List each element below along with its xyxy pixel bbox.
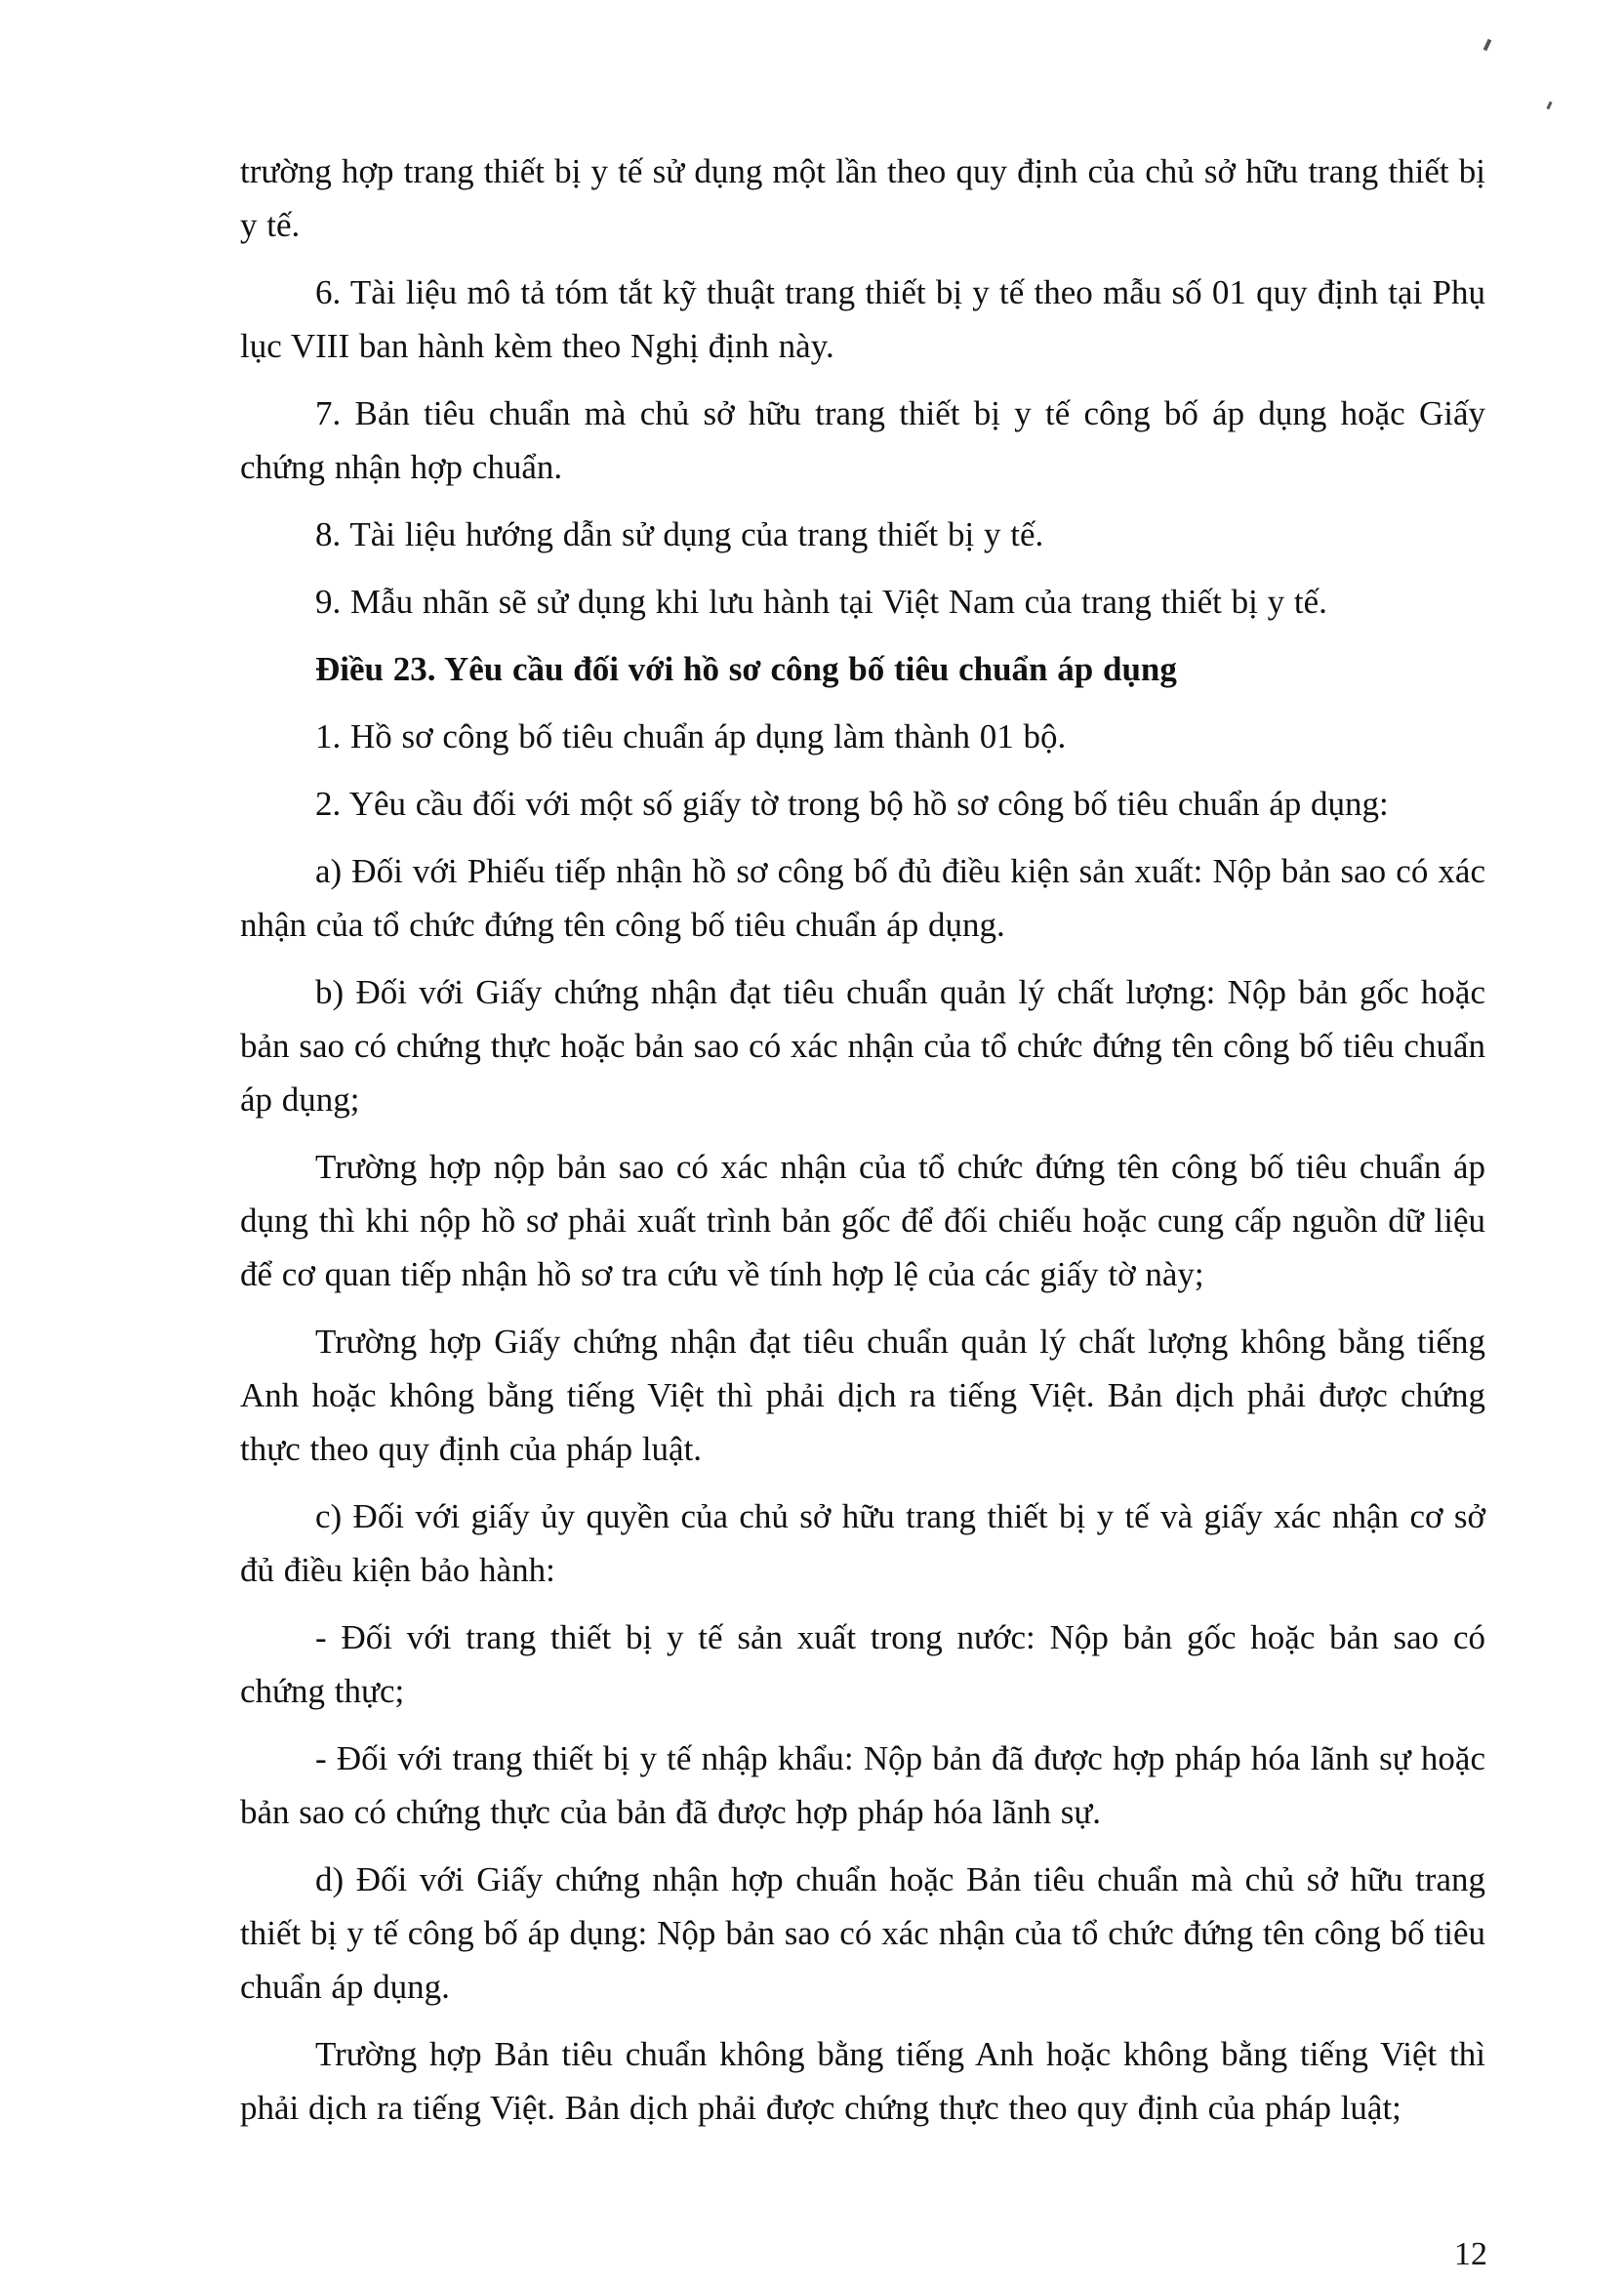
scan-mark [1546,102,1552,110]
body-paragraph: 1. Hồ sơ công bố tiêu chuẩn áp dụng làm thành 01 bộ. [315,717,1067,755]
body-paragraph: - Đối với trang thiết bị y tế nhập khẩu: Nộp bản đã được hợp pháp hóa lãnh sự hoặc bản sao có chứng thực của bản đã được hợp pháp hóa lãnh sự. [240,1739,1485,1831]
body-paragraph: a) Đối với Phiếu tiếp nhận hồ sơ công bố đủ điều kiện sản xuất: Nộp bản sao có xác nhận của tổ chức đứng tên công bố tiêu chuẩn áp dụng. [240,852,1485,944]
body-paragraph: 7. Bản tiêu chuẩn mà chủ sở hữu trang thiết bị y tế công bố áp dụng hoặc Giấy chứng nhận hợp chuẩn. [240,394,1485,486]
body-paragraph: d) Đối với Giấy chứng nhận hợp chuẩn hoặc Bản tiêu chuẩn mà chủ sở hữu trang thiết bị y tế công bố áp dụng: Nộp bản sao có xác nhận của tổ chức đứng tên công bố tiêu chuẩn áp dụng. [240,1860,1485,2006]
body-paragraph: b) Đối với Giấy chứng nhận đạt tiêu chuẩn quản lý chất lượng: Nộp bản gốc hoặc bản sao có chứng thực hoặc bản sao có xác nhận của tổ chức đứng tên công bố tiêu chuẩn áp dụng; [240,973,1485,1119]
body-paragraph: 6. Tài liệu mô tả tóm tắt kỹ thuật trang thiết bị y tế theo mẫu số 01 quy định tại Phụ lục VIII ban hành kèm theo Nghị định này. [240,273,1485,365]
body-paragraph: Trường hợp nộp bản sao có xác nhận của tổ chức đứng tên công bố tiêu chuẩn áp dụng thì khi nộp hồ sơ phải xuất trình bản gốc để đối chiếu hoặc cung cấp nguồn dữ liệu để cơ quan tiếp nhận hồ sơ tra cứu về tính hợp lệ của các giấy tờ này; [240,1148,1485,1293]
body-paragraph: - Đối với trang thiết bị y tế sản xuất trong nước: Nộp bản gốc hoặc bản sao có chứng thực; [240,1618,1485,1710]
body-paragraph: Trường hợp Bản tiêu chuẩn không bằng tiếng Anh hoặc không bằng tiếng Việt thì phải dịch ra tiếng Việt. Bản dịch phải được chứng thực theo quy định của pháp luật; [240,2035,1485,2127]
body-paragraph: c) Đối với giấy ủy quyền của chủ sở hữu trang thiết bị y tế và giấy xác nhận cơ sở đủ điều kiện bảo hành: [240,1497,1485,1589]
body-paragraph: 8. Tài liệu hướng dẫn sử dụng của trang thiết bị y tế. [315,515,1044,553]
body-paragraph: Trường hợp Giấy chứng nhận đạt tiêu chuẩn quản lý chất lượng không bằng tiếng Anh hoặc không bằng tiếng Việt thì phải dịch ra tiếng Việt. Bản dịch phải được chứng thực theo quy định của pháp luật. [240,1323,1485,1468]
page-number: 12 [1454,2236,1487,2272]
article-heading: Điều 23. Yêu cầu đối với hồ sơ công bố tiêu chuẩn áp dụng [315,650,1177,688]
body-paragraph: trường hợp trang thiết bị y tế sử dụng một lần theo quy định của chủ sở hữu trang thiết bị y tế. [240,152,1485,244]
scan-mark [1483,39,1492,52]
body-paragraph: 9. Mẫu nhãn sẽ sử dụng khi lưu hành tại Việt Nam của trang thiết bị y tế. [315,583,1327,621]
document-body [240,144,1485,2148]
body-paragraph: 2. Yêu cầu đối với một số giấy tờ trong bộ hồ sơ công bố tiêu chuẩn áp dụng: [315,785,1389,823]
